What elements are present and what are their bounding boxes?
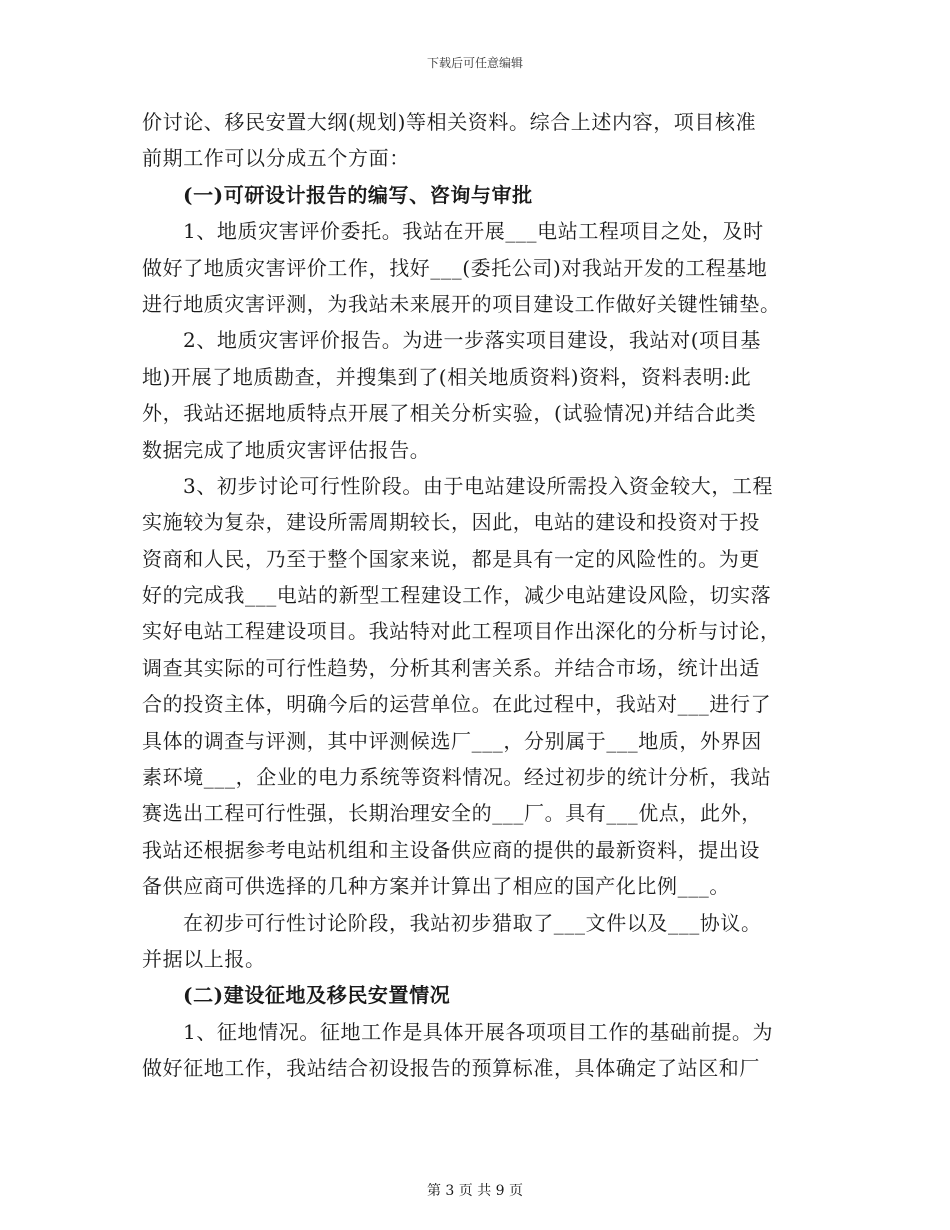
- text-line: 外，我站还据地质特点开展了相关分析实验，(试验情况)并结合此类: [142, 401, 757, 426]
- text-line: 价讨论、移民安置大纲(规划)等相关资料。综合上述内容，项目核准: [142, 110, 757, 134]
- text-line: 2、地质灾害评价报告。为进一步落实项目建设，我站对(项目基: [183, 328, 761, 353]
- text-line: 素环境___，企业的电力系统等资料情况。经过初步的统计分析，我站: [142, 765, 772, 790]
- text-line: 合的投资主体，明确今后的运营单位。在此过程中，我站对___进行了: [142, 692, 772, 717]
- text-line: 做好征地工作，我站结合初设报告的预算标准，具体确定了站区和厂: [142, 1056, 760, 1081]
- section-heading: (一)可研设计报告的编写、咨询与审批: [183, 182, 533, 207]
- page-header-note: 下载后可任意编辑: [426, 56, 523, 70]
- text-line: 数据完成了地质灾害评估报告。: [142, 437, 431, 462]
- text-line: 做好了地质灾害评价工作，找好___(委托公司)对我站开发的工程基地: [142, 255, 768, 280]
- text-line: 地)开展了地质勘查，并搜集到了(相关地质资料)资料，资料表明:此: [142, 364, 752, 389]
- text-line: 调查其实际的可行性趋势，分析其利害关系。并结合市场，统计出适: [142, 655, 760, 680]
- text-line: 1、征地情况。征地工作是具体开展各项项目工作的基础前提。为: [183, 1019, 774, 1044]
- page-number-footer: 第 3 页 共 9 页: [426, 1183, 524, 1199]
- text-line: 好的完成我___电站的新型工程建设工作，减少电站建设风险，切实落: [142, 583, 772, 608]
- text-line: 资商和人民，乃至于整个国家来说，都是具有一定的风险性的。为更: [142, 546, 760, 571]
- text-line: 3、初步讨论可行性阶段。由于电站建设所需投入资金较大，工程: [183, 473, 774, 498]
- text-line: 并据以上报。: [142, 946, 266, 971]
- text-line: 备供应商可供选择的几种方案并计算出了相应的国产化比例___。: [142, 874, 730, 899]
- section-heading: (二)建设征地及移民安置情况: [183, 983, 451, 1008]
- text-line: 实好电站工程建设项目。我站特对此工程项目作出深化的分析与讨论，: [142, 619, 781, 644]
- text-line: 1、地质灾害评价委托。我站在开展___电站工程项目之处，及时: [183, 219, 764, 244]
- text-line: 前期工作可以分成五个方面：: [142, 146, 410, 171]
- text-line: 在初步可行性讨论阶段，我站初步猎取了___文件以及___协议。: [183, 910, 762, 935]
- text-line: 我站还根据参考电站机组和主设备供应商的提供的最新资料，提出设: [142, 837, 760, 862]
- text-line: 赛选出工程可行性强，长期治理安全的___厂。具有___优点，此外，: [142, 801, 762, 826]
- text-line: 进行地质灾害评测，为我站未来展开的项目建设工作做好关键性铺垫。: [142, 291, 781, 316]
- text-line: 具体的调查与评测，其中评测候选厂___，分别属于___地质，外界因: [142, 728, 762, 753]
- text-line: 实施较为复杂，建设所需周期较长，因此，电站的建设和投资对于投: [142, 510, 760, 535]
- document-body: [142, 104, 810, 1087]
